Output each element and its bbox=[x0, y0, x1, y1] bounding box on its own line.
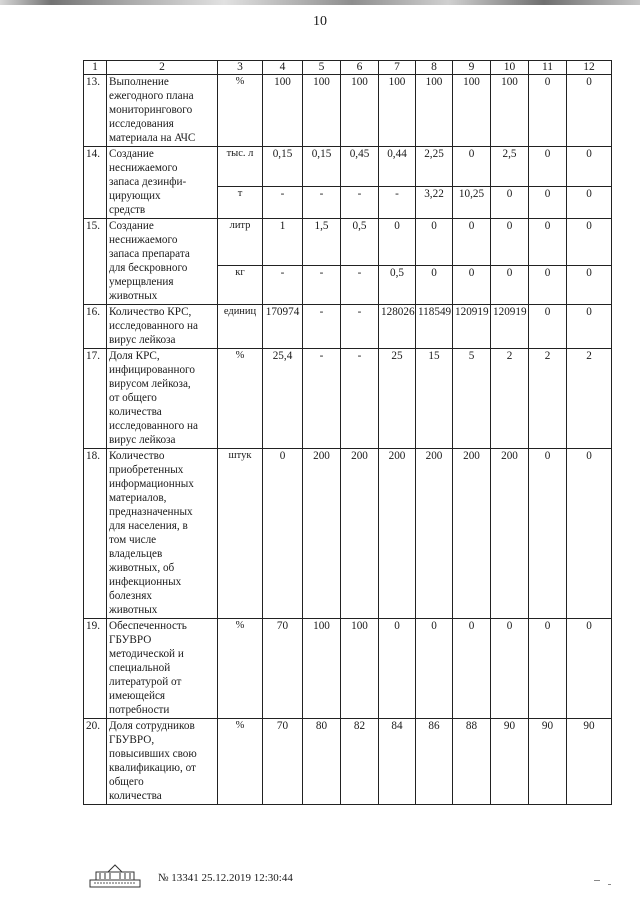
value-cell: 88 bbox=[453, 719, 491, 805]
value-cell: 15 bbox=[416, 349, 453, 449]
unit-cell: т bbox=[218, 187, 263, 219]
value-cell: 0 bbox=[567, 75, 612, 147]
value-cell: 10,25 bbox=[453, 187, 491, 219]
indicator-name-line: методической и bbox=[109, 648, 184, 660]
value-cell: 80 bbox=[303, 719, 341, 805]
indicator-name-line: исследованного на bbox=[109, 420, 198, 432]
value-cell: 2 bbox=[491, 349, 529, 449]
value-cell: 25 bbox=[379, 349, 416, 449]
value-cell: 1,5 bbox=[303, 219, 341, 266]
value-cell: 200 bbox=[453, 449, 491, 619]
value-cell: - bbox=[303, 187, 341, 219]
value-cell: 0 bbox=[416, 619, 453, 719]
indicator-name-line: ежегодного плана bbox=[109, 90, 194, 102]
value-cell: 0 bbox=[567, 266, 612, 305]
page-number: 10 bbox=[313, 14, 327, 29]
indicator-name-line: вирус лейкоза bbox=[109, 434, 176, 446]
indicator-name-line: приобретенных bbox=[109, 464, 184, 476]
indicator-name-line: Доля КРС, bbox=[109, 350, 160, 362]
column-header: 4 bbox=[263, 61, 303, 75]
scan-top-edge bbox=[0, 0, 640, 5]
value-cell: 0 bbox=[379, 219, 416, 266]
table-row bbox=[84, 75, 612, 147]
unit-cell: % bbox=[218, 619, 263, 719]
value-cell: 0 bbox=[529, 449, 567, 619]
row-number: 19. bbox=[84, 619, 107, 719]
indicator-name-line: для бескровного bbox=[109, 262, 188, 274]
value-cell: - bbox=[263, 266, 303, 305]
indicator-name-line: Создание bbox=[109, 220, 154, 232]
value-cell: 0 bbox=[453, 219, 491, 266]
column-header: 2 bbox=[107, 61, 218, 75]
indicator-name bbox=[107, 75, 218, 147]
value-cell: 200 bbox=[341, 449, 379, 619]
table-row bbox=[84, 449, 612, 619]
value-cell: 82 bbox=[341, 719, 379, 805]
unit-cell: кг bbox=[218, 266, 263, 305]
indicator-name bbox=[107, 719, 218, 805]
value-cell: 0 bbox=[529, 266, 567, 305]
column-header: 8 bbox=[416, 61, 453, 75]
value-cell: 0 bbox=[529, 219, 567, 266]
column-header: 3 bbox=[218, 61, 263, 75]
value-cell: 0,5 bbox=[379, 266, 416, 305]
indicator-name bbox=[107, 305, 218, 349]
value-cell: 100 bbox=[263, 75, 303, 147]
row-number: 14. bbox=[84, 147, 107, 219]
indicator-name-line: мониторингового bbox=[109, 104, 193, 116]
row-number: 15. bbox=[84, 219, 107, 305]
value-cell: 90 bbox=[491, 719, 529, 805]
value-cell: 3,22 bbox=[416, 187, 453, 219]
value-cell: - bbox=[341, 349, 379, 449]
column-header: 12 bbox=[567, 61, 612, 75]
indicator-name-line: исследования bbox=[109, 118, 174, 130]
table-row bbox=[84, 619, 612, 719]
column-header: 11 bbox=[529, 61, 567, 75]
indicator-name-line: квалификацию, от bbox=[109, 762, 196, 774]
value-cell: 0 bbox=[567, 147, 612, 187]
value-cell: 0 bbox=[416, 266, 453, 305]
value-cell: 0 bbox=[491, 619, 529, 719]
value-cell: 1 bbox=[263, 219, 303, 266]
value-cell: - bbox=[303, 349, 341, 449]
unit-cell: % bbox=[218, 75, 263, 147]
value-cell: 90 bbox=[567, 719, 612, 805]
indicator-name-line: потребности bbox=[109, 704, 170, 716]
indicator-name-line: инфицированного bbox=[109, 364, 195, 376]
row-number: 13. bbox=[84, 75, 107, 147]
value-cell: 0,5 bbox=[341, 219, 379, 266]
indicator-name-line: Создание bbox=[109, 148, 154, 160]
indicator-name-line: неснижаемого bbox=[109, 234, 178, 246]
value-cell: 0,15 bbox=[263, 147, 303, 187]
value-cell: - bbox=[303, 305, 341, 349]
indicator-name-line: вирусом лейкоза, bbox=[109, 378, 191, 390]
value-cell: 2,5 bbox=[491, 147, 529, 187]
table-row bbox=[84, 349, 612, 449]
row-number: 20. bbox=[84, 719, 107, 805]
value-cell: 120919 bbox=[453, 305, 491, 349]
indicator-name-line: Количество bbox=[109, 450, 165, 462]
indicator-name-line: животных, об bbox=[109, 562, 175, 574]
value-cell: 100 bbox=[303, 75, 341, 147]
value-cell: 0 bbox=[453, 266, 491, 305]
column-header: 6 bbox=[341, 61, 379, 75]
indicator-name-line: имеющейся bbox=[109, 690, 166, 702]
indicator-name-line: предназначенных bbox=[109, 506, 193, 518]
value-cell: 170974 bbox=[263, 305, 303, 349]
indicator-name-line: животных bbox=[109, 290, 158, 302]
unit-cell: литр bbox=[218, 219, 263, 266]
indicator-name-line: количества bbox=[109, 790, 162, 802]
value-cell: - bbox=[341, 187, 379, 219]
value-cell: - bbox=[379, 187, 416, 219]
value-cell: 200 bbox=[379, 449, 416, 619]
value-cell: 200 bbox=[303, 449, 341, 619]
value-cell: 0 bbox=[567, 219, 612, 266]
value-cell: 0 bbox=[263, 449, 303, 619]
value-cell: 0 bbox=[529, 619, 567, 719]
value-cell: 84 bbox=[379, 719, 416, 805]
unit-cell: штук bbox=[218, 449, 263, 619]
row-number: 17. bbox=[84, 349, 107, 449]
indicator-name-line: Количество КРС, bbox=[109, 306, 192, 318]
indicator-name-line: информационных bbox=[109, 478, 194, 490]
indicator-name-line: специальной bbox=[109, 662, 171, 674]
value-cell: 0 bbox=[529, 75, 567, 147]
indicator-name-line: инфекционных bbox=[109, 576, 182, 588]
indicator-name-line: животных bbox=[109, 604, 158, 616]
scan-speck bbox=[608, 884, 611, 885]
value-cell: 0 bbox=[416, 219, 453, 266]
value-cell: 70 bbox=[263, 719, 303, 805]
footer bbox=[86, 862, 486, 892]
indicator-name-line: литературой от bbox=[109, 676, 182, 688]
indicator-name-line: Доля сотрудников bbox=[109, 720, 195, 732]
indicator-name-line: умерщвления bbox=[109, 276, 174, 288]
table-row bbox=[84, 719, 612, 805]
value-cell: 100 bbox=[453, 75, 491, 147]
value-cell: 86 bbox=[416, 719, 453, 805]
value-cell: 100 bbox=[341, 75, 379, 147]
value-cell: - bbox=[263, 187, 303, 219]
value-cell: 25,4 bbox=[263, 349, 303, 449]
value-cell: 0 bbox=[567, 619, 612, 719]
column-header: 7 bbox=[379, 61, 416, 75]
value-cell: 0 bbox=[453, 147, 491, 187]
table-row bbox=[84, 305, 612, 349]
table-row bbox=[84, 147, 612, 187]
value-cell: 100 bbox=[303, 619, 341, 719]
data-table bbox=[83, 60, 612, 805]
column-header: 5 bbox=[303, 61, 341, 75]
column-header: 1 bbox=[84, 61, 107, 75]
value-cell: 100 bbox=[341, 619, 379, 719]
row-number: 16. bbox=[84, 305, 107, 349]
value-cell: 0,15 bbox=[303, 147, 341, 187]
indicator-name-line: неснижаемого bbox=[109, 162, 178, 174]
value-cell: 100 bbox=[491, 75, 529, 147]
value-cell: 0 bbox=[491, 266, 529, 305]
value-cell: 128026 bbox=[379, 305, 416, 349]
indicator-name bbox=[107, 147, 218, 219]
value-cell: - bbox=[341, 266, 379, 305]
value-cell: 0 bbox=[567, 449, 612, 619]
value-cell: 100 bbox=[379, 75, 416, 147]
value-cell: 100 bbox=[416, 75, 453, 147]
column-header: 9 bbox=[453, 61, 491, 75]
indicator-name-line: средств bbox=[109, 204, 146, 216]
value-cell: 0 bbox=[453, 619, 491, 719]
indicator-name-line: вирус лейкоза bbox=[109, 334, 176, 346]
value-cell: 2 bbox=[567, 349, 612, 449]
indicator-name-line: запаса препарата bbox=[109, 248, 190, 260]
unit-cell: единиц bbox=[218, 305, 263, 349]
value-cell: 2 bbox=[529, 349, 567, 449]
indicator-name-line: количества bbox=[109, 406, 162, 418]
indicator-name-line: для населения, в bbox=[109, 520, 188, 532]
value-cell: 0 bbox=[529, 147, 567, 187]
value-cell: - bbox=[341, 305, 379, 349]
value-cell: 0 bbox=[491, 219, 529, 266]
indicator-name-line: ГБУВРО, bbox=[109, 734, 155, 746]
scan-speck bbox=[594, 880, 600, 881]
indicator-name-line: повысивших свою bbox=[109, 748, 197, 760]
value-cell: 0,45 bbox=[341, 147, 379, 187]
indicator-name-line: ГБУВРО bbox=[109, 634, 152, 646]
indicator-name-line: исследованного на bbox=[109, 320, 198, 332]
indicator-name-line: болезнях bbox=[109, 590, 152, 602]
indicator-name-line: том числе bbox=[109, 534, 157, 546]
building-logo bbox=[86, 862, 144, 890]
value-cell: 0 bbox=[529, 187, 567, 219]
row-number: 18. bbox=[84, 449, 107, 619]
value-cell: 0 bbox=[379, 619, 416, 719]
value-cell: 0 bbox=[491, 187, 529, 219]
indicator-name-line: запаса дезинфи- bbox=[109, 176, 187, 188]
indicator-name-line: Обеспеченность bbox=[109, 620, 187, 632]
header-row bbox=[84, 61, 612, 75]
unit-cell: тыс. л bbox=[218, 147, 263, 187]
unit-cell: % bbox=[218, 349, 263, 449]
value-cell: 5 bbox=[453, 349, 491, 449]
indicator-name-line: материалов, bbox=[109, 492, 167, 504]
indicator-name bbox=[107, 449, 218, 619]
value-cell: 0 bbox=[567, 187, 612, 219]
value-cell: 0 bbox=[567, 305, 612, 349]
value-cell: 0,44 bbox=[379, 147, 416, 187]
column-header: 10 bbox=[491, 61, 529, 75]
indicator-name-line: цирующих bbox=[109, 190, 161, 202]
value-cell: 200 bbox=[491, 449, 529, 619]
value-cell: 118549 bbox=[416, 305, 453, 349]
value-cell: 120919 bbox=[491, 305, 529, 349]
value-cell: 2,25 bbox=[416, 147, 453, 187]
value-cell: - bbox=[303, 266, 341, 305]
value-cell: 90 bbox=[529, 719, 567, 805]
unit-cell: % bbox=[218, 719, 263, 805]
registration-stamp: № 13341 25.12.2019 12:30:44 bbox=[158, 872, 293, 884]
indicator-name-line: материала на АЧС bbox=[109, 132, 196, 144]
table-row bbox=[84, 219, 612, 266]
indicator-name-line: от общего bbox=[109, 392, 157, 404]
indicator-name-line: общего bbox=[109, 776, 144, 788]
value-cell: 70 bbox=[263, 619, 303, 719]
indicator-name bbox=[107, 219, 218, 305]
indicator-name-line: владельцев bbox=[109, 548, 163, 560]
value-cell: 200 bbox=[416, 449, 453, 619]
indicator-name-line: Выполнение bbox=[109, 76, 169, 88]
value-cell: 0 bbox=[529, 305, 567, 349]
indicator-name bbox=[107, 349, 218, 449]
indicator-name bbox=[107, 619, 218, 719]
